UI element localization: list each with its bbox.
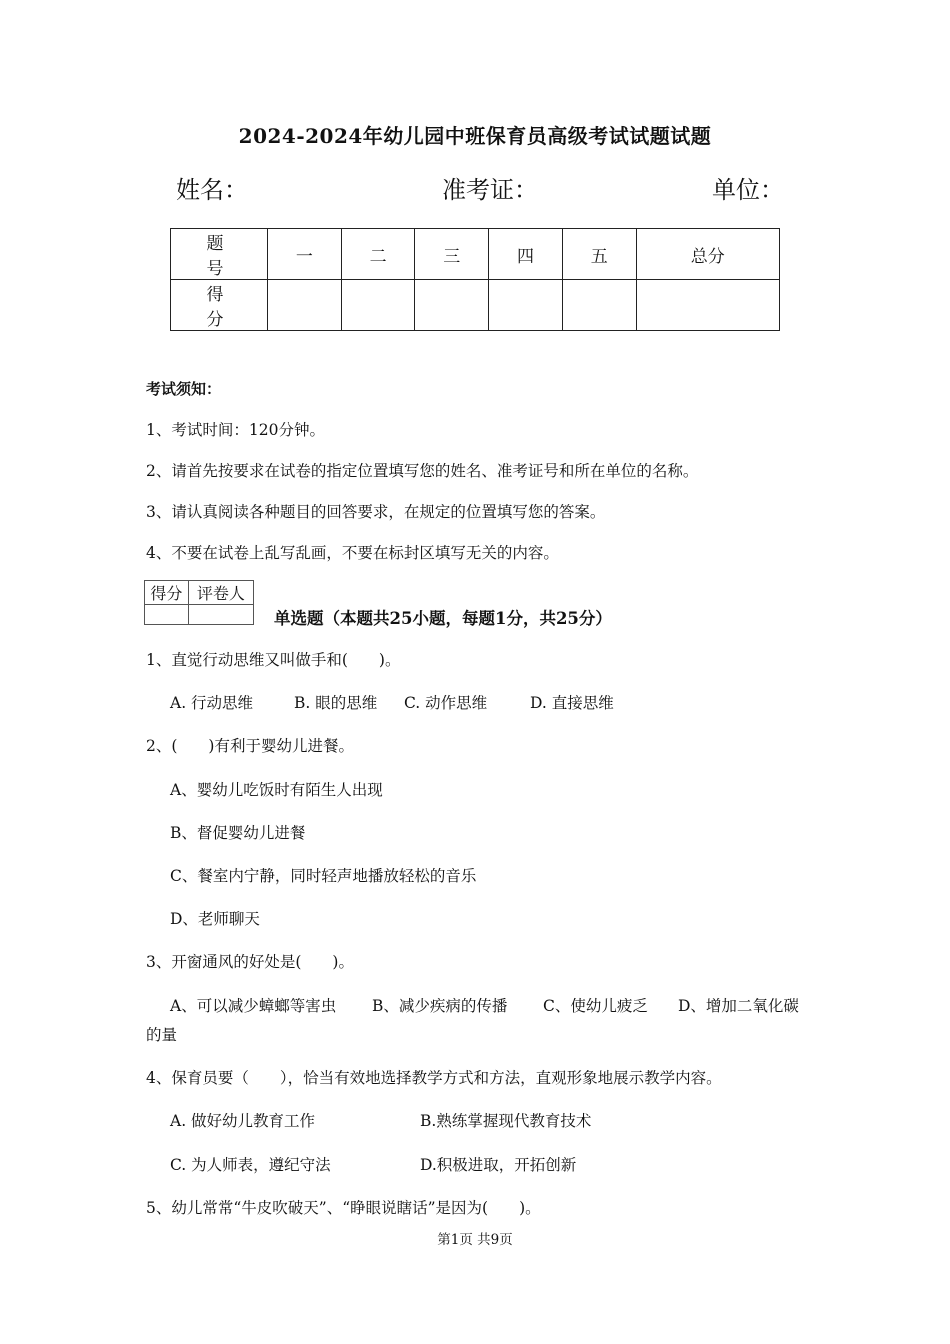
page-footer: 第1页 共9页 (437, 1232, 513, 1248)
option-a: A. 行动思维 (170, 694, 254, 712)
exam-title: 2024-2024年幼儿园中班保育员高级考试试题试题 (238, 124, 712, 148)
option-c: C. 为人师表，遵纪守法 (170, 1156, 331, 1174)
score-table-header-row (171, 229, 780, 280)
option-c: C、使幼儿疲乏 (543, 997, 648, 1015)
option-c: C、餐室内宁静，同时轻声地播放轻松的音乐 (170, 867, 477, 885)
section-3-header: 三 (415, 229, 489, 280)
score-table-score-row (171, 280, 780, 331)
score-cell-1[interactable] (268, 280, 342, 331)
option-d: D、老师聊天 (170, 910, 260, 928)
note-item: 4、不要在试卷上乱写乱画，不要在标封区填写无关的内容。 (146, 544, 559, 562)
question-stem: 5、幼儿常常“牛皮吹破天”、“睁眼说瞎话”是因为( )。 (146, 1199, 541, 1217)
grader-reviewer-cell[interactable] (188, 605, 253, 625)
note-item: 3、请认真阅读各种题目的回答要求，在规定的位置填写您的答案。 (146, 503, 606, 521)
score-table (170, 228, 780, 331)
option-d: D、增加二氧化碳 (678, 997, 799, 1015)
total-score-header: 总分 (636, 229, 779, 280)
exam-id-field-label: 准考证： (442, 176, 538, 204)
note-item: 2、请首先按要求在试卷的指定位置填写您的姓名、准考证号和所在单位的名称。 (146, 462, 699, 480)
section-1-header: 一 (268, 229, 342, 280)
grader-score-cell[interactable] (145, 605, 189, 625)
question-stem: 3、开窗通风的好处是( )。 (146, 953, 354, 971)
grader-reviewer-label: 评卷人 (188, 581, 253, 605)
option-a: A. 做好幼儿教育工作 (170, 1112, 316, 1130)
section-heading: 单选题（本题共25小题，每题1分，共25分） (274, 609, 612, 628)
score-cell-3[interactable] (415, 280, 489, 331)
score-cell-total[interactable] (636, 280, 779, 331)
option-b: B. 眼的思维 (294, 694, 378, 712)
option-d: D. 直接思维 (530, 694, 614, 712)
score-row-label: 得 分 (171, 280, 268, 331)
question-stem: 2、( )有利于婴幼儿进餐。 (146, 737, 354, 755)
option-continuation: 的量 (146, 1026, 178, 1044)
option-a: A、婴幼儿吃饭时有陌生人出现 (170, 781, 383, 799)
score-cell-4[interactable] (489, 280, 563, 331)
name-field-label: 姓名： (176, 176, 248, 204)
option-b: B、督促婴幼儿进餐 (170, 824, 306, 842)
grader-box (144, 580, 254, 625)
grader-score-label: 得分 (145, 581, 189, 605)
option-c: C. 动作思维 (404, 694, 488, 712)
score-cell-5[interactable] (562, 280, 636, 331)
candidate-fields (172, 170, 782, 204)
section-5-header: 五 (562, 229, 636, 280)
unit-field-label: 单位： (712, 176, 784, 204)
note-item: 1、考试时间：120分钟。 (146, 421, 325, 439)
question-number-header: 题 号 (171, 229, 268, 280)
option-d: D.积极进取，开拓创新 (420, 1156, 577, 1174)
option-b: B、减少疾病的传播 (372, 997, 508, 1015)
question-stem: 4、保育员要（ ），恰当有效地选择教学方式和方法，直观形象地展示教学内容。 (146, 1069, 722, 1087)
section-4-header: 四 (489, 229, 563, 280)
question-stem: 1、直觉行动思维又叫做手和( )。 (146, 651, 401, 669)
section-2-header: 二 (341, 229, 415, 280)
option-a: A、可以减少蟑螂等害虫 (170, 997, 337, 1015)
score-cell-2[interactable] (341, 280, 415, 331)
notes-title: 考试须知： (146, 380, 222, 398)
option-b: B.熟练掌握现代教育技术 (420, 1112, 592, 1130)
